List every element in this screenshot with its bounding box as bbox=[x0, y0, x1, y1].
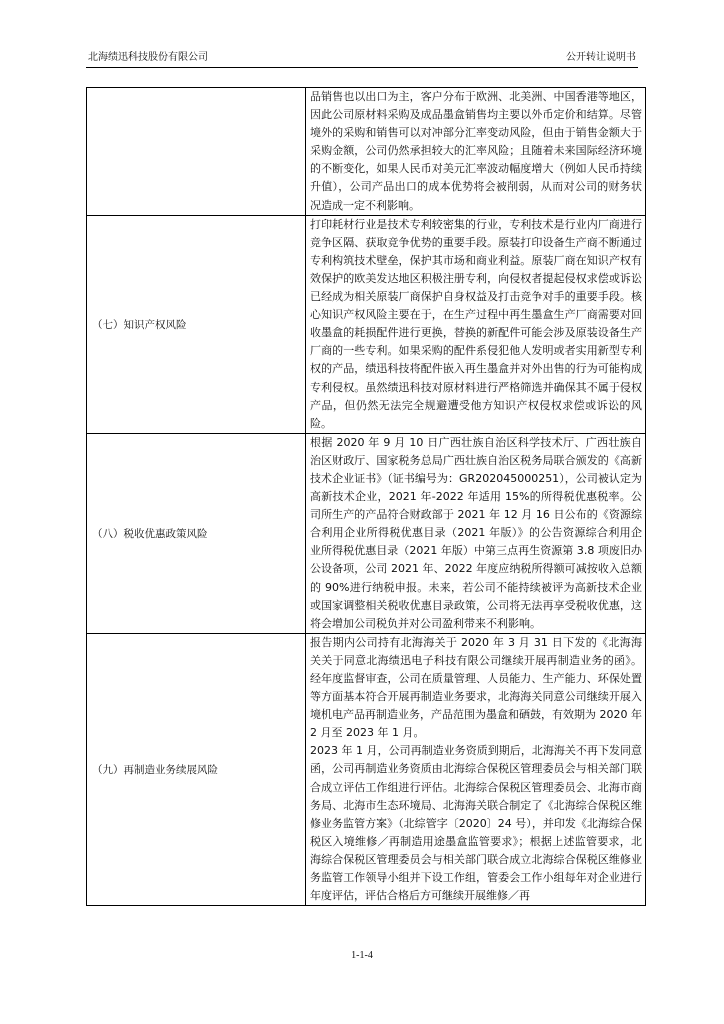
risk-description-cell bbox=[306, 433, 646, 633]
risk-table bbox=[86, 87, 646, 906]
document-title: 公开转让说明书 bbox=[566, 52, 636, 63]
risk-description: 根据 2020 年 9 月 10 日广西壮族自治区科学技术厅、广西壮族自治区财政厅、国家税务总局广西壮族自治区税务局联合颁发的《高新技术企业证书》（证书编号为：GR202045000251），公司被认定为高新技术企业，2021 年-2022 年适用 15%的所得税优惠税率。公司所生产的产品符合财政部于 2021 年 12 月 16 日公布的《资源综合利用企业所得税优惠目录（2021 年版）》的公告资源综合利用企业所得税优惠目录（2021 年版）中第三点再生资源第 3.8 项废旧办公设备项，公司 2021 年、2022 年度应纳税所得额可减按收入总额的 90%进行纳税申报。未来，若公司不能持续被评为高新技术企业或国家调整相关税收优惠目录政策，公司将无法再享受税收优惠，这将会增加公司税负并对公司盈利带来不利影响。 bbox=[310, 435, 642, 630]
risk-name-cell bbox=[87, 88, 306, 216]
risk-description: 打印耗材行业是技术专利较密集的行业，专利技术是行业内厂商进行竞争区隔、获取竞争优势的重要手段。原装打印设备生产商不断通过专利构筑技术壁垒，保护其市场和商业利益。原装厂商在知识产权有效保护的欧美发达地区积极注册专利，向侵权者提起侵权求偿或诉讼已经成为相关原装厂商保护自身权益及打击竞争对手的重要手段。核心知识产权风险主要在于，在生产过程中再生墨盒生产厂商需要对回收墨盒的耗损配件进行更换，替换的新配件可能会涉及原装设备生产厂商的一些专利。如果采购的配件系侵犯他人发明或者实用新型专利权的产品，绩迅科技将配件嵌入再生墨盒并对外出售的行为可能构成专利侵权。虽然绩迅科技对原材料进行严格筛选并确保其不属于侵权产品，但仍然无法完全规避遭受他方知识产权侵权求偿或诉讼的风险。 bbox=[310, 217, 642, 430]
risk-name-cell bbox=[87, 633, 306, 905]
table-row bbox=[87, 88, 646, 216]
risk-description: 2023 年 1 月，公司再制造业务资质到期后，北海海关不再下发同意函，公司再制造业务资质由北海综合保税区管理委员会与相关部门联合成立评估工作组进行评估。北海综合保税区管理委员会、北海市商务局、北海市生态环境局、北海海关联合制定了《北海综合保税区维修业务监管方案》（北综管字〔2020〕24 号），并印发《北海综合保税区入境维修／再制造用途墨盒监管要求》；根据上述监管要求，北海综合保税区管理委员会与相关部门联合成立北海综合保税区维修业务监管工作领导小组并下设工作组，管委会工作小组每年对企业进行年度评估，评估合格后方可继续开展维修／再 bbox=[310, 744, 642, 903]
risk-description: 报告期内公司持有北海海关于 2020 年 3 月 31 日下发的《北海海关关于同意北海绩迅电子科技有限公司继续开展再制造业务的函》。经年度监督审查，公司在质量管理、人员能力、生产能力、环保处置等方面基本符合开展再制造业务要求，北海海关同意公司继续开展入境机电产品再制造业务，产品范围为墨盒和硒鼓，有效期为 2020 年 2 月至 2023 年 1 月。 bbox=[310, 635, 642, 740]
company-name: 北海绩迅科技股份有限公司 bbox=[88, 52, 208, 63]
risk-name: （八）税收优惠政策风险 bbox=[92, 527, 208, 540]
risk-description-cell bbox=[306, 633, 646, 905]
page-number: 1-1-4 bbox=[351, 950, 373, 961]
risk-name: （九）再制造业务续展风险 bbox=[92, 764, 218, 777]
table-row bbox=[87, 433, 646, 633]
risk-description-cell bbox=[306, 88, 646, 216]
risk-description-cell bbox=[306, 215, 646, 433]
table-row bbox=[87, 633, 646, 905]
header-divider bbox=[86, 67, 638, 68]
risk-name-cell bbox=[87, 215, 306, 433]
risk-description: 品销售也以出口为主，客户分布于欧洲、北美洲、中国香港等地区，因此公司原材料采购及成品墨盒销售均主要以外币定价和结算。尽管境外的采购和销售可以对冲部分汇率变动风险，但由于销售金额大于采购金额，公司仍然承担较大的汇率风险；且随着未来国际经济环境的不断变化，如果人民币对美元汇率波动幅度增大（例如人民币持续升值），公司产品出口的成本优势将会被削弱，从而对公司的财务状况造成一定不利影响。 bbox=[310, 90, 642, 212]
table-row bbox=[87, 215, 646, 433]
risk-name: （七）知识产权风险 bbox=[92, 318, 187, 331]
risk-name-cell bbox=[87, 433, 306, 633]
page-header bbox=[86, 50, 638, 66]
